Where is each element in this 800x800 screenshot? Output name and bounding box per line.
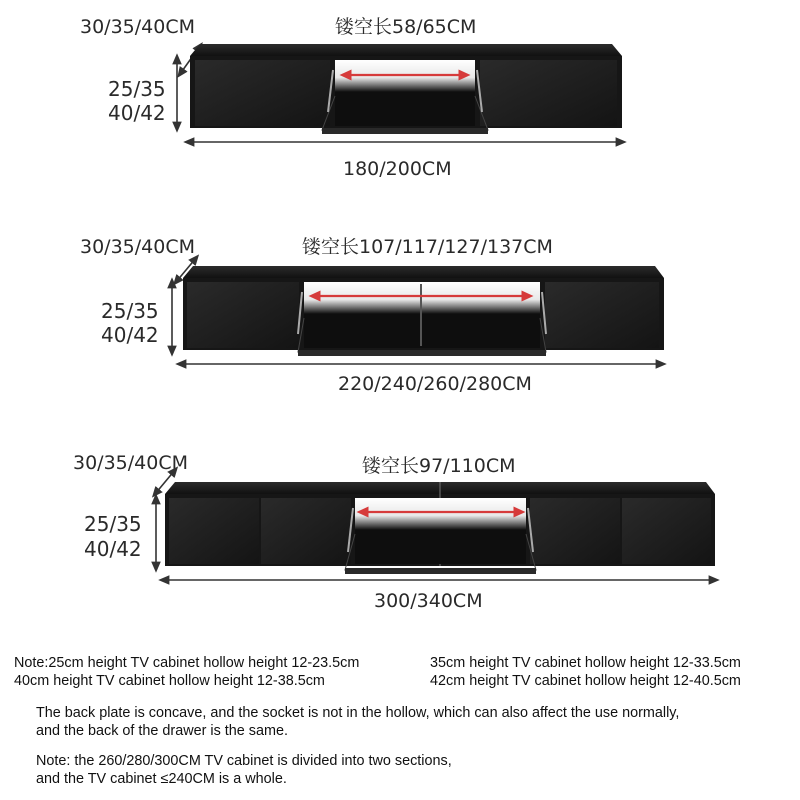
- drawer-front: [345, 568, 536, 574]
- cabinet-300-340: [73, 452, 715, 612]
- depth-label: 30/35/40CM: [73, 452, 188, 474]
- width-label: 180/200CM: [343, 158, 452, 180]
- drawer-cavity: [355, 530, 526, 564]
- width-label: 300/340CM: [374, 590, 483, 612]
- right-door: [545, 282, 659, 348]
- height-label-top: 25/35: [84, 512, 142, 536]
- depth-label: 30/35/40CM: [80, 16, 195, 38]
- note-hollow-42: 42cm height TV cabinet hollow height 12-40.5cm: [430, 673, 741, 689]
- hollow-length-label: 镂空长107/117/127/137CM: [302, 236, 553, 258]
- cabinet-220-280: [80, 236, 664, 395]
- hollow-length-label: 镂空长97/110CM: [362, 455, 516, 477]
- note-hollow-25: Note:25cm height TV cabinet hollow height 12-23.5cm: [14, 655, 360, 671]
- height-label-bottom: 40/42: [101, 323, 159, 347]
- left-door: [195, 60, 330, 126]
- width-label: 220/240/260/280CM: [338, 373, 532, 395]
- right-door: [480, 60, 617, 126]
- note-sections-1: Note: the 260/280/300CM TV cabinet is divided into two sections,: [36, 753, 452, 769]
- note-hollow-40: 40cm height TV cabinet hollow height 12-38.5cm: [14, 673, 325, 689]
- depth-label: 30/35/40CM: [80, 236, 195, 258]
- hollow-length-label: 镂空长58/65CM: [335, 16, 477, 38]
- drawer-front: [298, 350, 546, 356]
- cabinet-top: [183, 266, 664, 278]
- door-3: [530, 498, 620, 564]
- note-hollow-35: 35cm height TV cabinet hollow height 12-33.5cm: [430, 655, 741, 671]
- note-backplate-1: The back plate is concave, and the socket is not in the hollow, which can also affect the use normally,: [36, 705, 680, 721]
- drawer-front: [322, 128, 488, 134]
- cabinet-top: [190, 44, 622, 56]
- height-label-top: 25/35: [108, 77, 166, 101]
- hollow-opening: [355, 498, 526, 530]
- notes-section: [0, 648, 800, 800]
- height-label-bottom: 40/42: [108, 101, 166, 125]
- note-backplate-2: and the back of the drawer is the same.: [36, 723, 288, 739]
- left-door: [187, 282, 299, 348]
- note-sections-2: and the TV cabinet ≤240CM is a whole.: [36, 771, 287, 787]
- drawer-cavity: [335, 92, 475, 126]
- height-label-top: 25/35: [101, 299, 159, 323]
- cabinet-180-200: [80, 16, 622, 180]
- height-label-bottom: 40/42: [84, 537, 142, 561]
- door-4: [622, 498, 711, 564]
- door-1: [169, 498, 259, 564]
- door-2: [261, 498, 351, 564]
